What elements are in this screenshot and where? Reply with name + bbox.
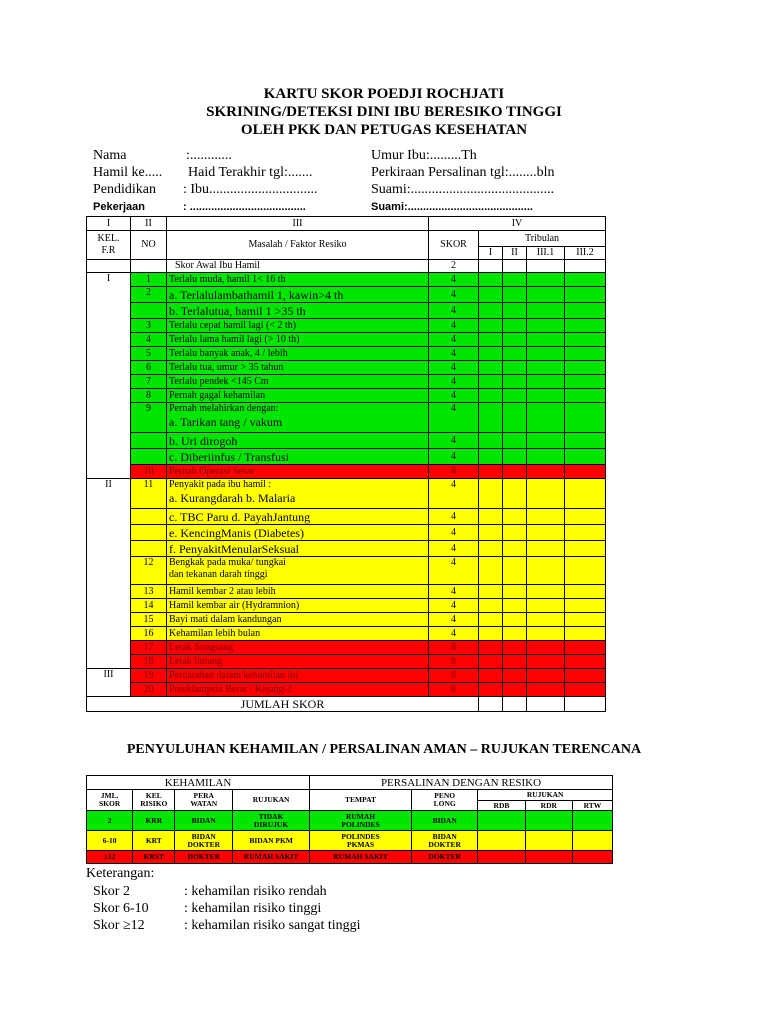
tribulan-cell[interactable]	[503, 319, 527, 333]
rdb-header: RDB	[478, 801, 525, 811]
tribulan-cell[interactable]	[565, 403, 606, 433]
row-text: b. Terlalutua, hamil 1 >35 th	[167, 303, 429, 319]
row-text: Penyakit pada ibu hamil :	[169, 479, 272, 490]
row-no: 8	[131, 389, 167, 403]
jml-cell: 2	[87, 811, 133, 831]
haid-terakhir-field: Haid Terakhir tgl:.......	[188, 165, 313, 180]
row-text: Hamil kembar air (Hydramnion)	[167, 599, 429, 613]
tribulan-cell[interactable]	[527, 683, 565, 697]
keterangan-key: Skor 6-10	[93, 901, 149, 916]
tribulan-cell[interactable]	[527, 303, 565, 319]
tribulan-cell[interactable]	[503, 433, 527, 449]
tempat-cell: RUMAH SAKIT	[310, 851, 412, 864]
row-text: Perdarahan dalam kehamilan ini	[167, 669, 429, 683]
perawatan-cell: BIDAN	[175, 811, 233, 831]
kehamilan-header: KEHAMILAN	[87, 776, 310, 790]
keterangan-value: : kehamilan risiko tinggi	[184, 901, 322, 916]
rdr-cell[interactable]	[525, 851, 572, 864]
tribulan-cell[interactable]	[527, 655, 565, 669]
tribulan-cell[interactable]	[527, 479, 565, 509]
row-text: Terlalu pendek <145 Cm	[167, 375, 429, 389]
tribulan-cell[interactable]	[503, 465, 527, 479]
jumlah-cell[interactable]	[565, 697, 606, 712]
perawatan-header: PERA WATAN	[175, 790, 233, 811]
jml-cell: ≥12	[87, 851, 133, 864]
perkiraan-persalinan-field: Perkiraan Persalinan tgl:........bln	[371, 165, 555, 180]
row-no: 18	[131, 655, 167, 669]
row-text: Hamil kembar 2 atau lebih	[167, 585, 429, 599]
row-text: Pernah Operasi Sesar	[167, 465, 429, 479]
row-text: c. Diberiinfus / Transfusi	[167, 449, 429, 465]
tribulan-cell[interactable]	[503, 525, 527, 541]
row-text: Kehamilan lebih bulan	[167, 627, 429, 641]
rdr-cell[interactable]	[525, 811, 572, 831]
jumlah-skor-label: JUMLAH SKOR	[87, 697, 479, 712]
row-skor: 4	[429, 509, 479, 525]
tribulan-cell[interactable]	[527, 347, 565, 361]
row-subtext: a. Kurangdarah b. Malaria	[169, 491, 296, 505]
kel-fr-header: KEL. F.R	[87, 231, 131, 260]
row-skor: 4	[429, 303, 479, 319]
row-no: 5	[131, 347, 167, 361]
group-iii-label: III	[87, 669, 131, 697]
tribulan-cell[interactable]	[527, 613, 565, 627]
row-no: 9	[131, 403, 167, 433]
row-text: e. KencingManis (Diabetes)	[167, 525, 429, 541]
penolong-cell: DOKTER	[412, 851, 478, 864]
row-skor: 4	[429, 361, 479, 375]
rdr-cell[interactable]	[525, 831, 572, 851]
row-skor: 4	[429, 599, 479, 613]
tribulan-cell[interactable]	[565, 287, 606, 303]
keterangan-key: Skor 2	[93, 884, 130, 899]
tribulan-cell[interactable]	[479, 347, 503, 361]
row-text: Preeklampsia Berat / Kejang-2	[167, 683, 429, 697]
jml-cell: 6-10	[87, 831, 133, 851]
rujukan-cell: RUMAH SAKIT	[233, 851, 310, 864]
skor-awal-label: Skor Awal Ibu Hamil	[167, 260, 429, 273]
tribulan-cell[interactable]	[527, 287, 565, 303]
umur-ibu-field: Umur Ibu:.........Th	[371, 148, 477, 163]
section-2-title: PENYULUHAN KEHAMILAN / PERSALINAN AMAN – RUJUKAN TERENCANA	[126, 742, 642, 757]
col-roman-ii: II	[131, 217, 167, 231]
tribulan-cell[interactable]	[565, 433, 606, 449]
skor-awal-value: 2	[429, 260, 479, 273]
tribulan-cell[interactable]	[565, 361, 606, 375]
tribulan-cell[interactable]	[503, 599, 527, 613]
tribulan-cell[interactable]	[479, 333, 503, 347]
row-no: 10	[131, 465, 167, 479]
row-skor: 4	[429, 613, 479, 627]
jumlah-cell[interactable]	[527, 697, 565, 712]
masalah-header: Masalah / Faktor Resiko	[167, 231, 429, 260]
keterangan-label: Keterangan:	[86, 866, 155, 881]
rujukan-cell: BIDAN PKM	[233, 831, 310, 851]
tribulan-cell[interactable]	[479, 449, 503, 465]
tribulan-cell[interactable]	[527, 375, 565, 389]
tribulan-cell[interactable]	[479, 627, 503, 641]
col-roman-i: I	[87, 217, 131, 231]
tribulan-col-i: I	[479, 247, 503, 260]
jml-skor-header: JML. SKOR	[87, 790, 133, 811]
hamil-ke-field: Hamil ke.....	[93, 165, 163, 180]
tribulan-cell[interactable]	[479, 375, 503, 389]
row-skor: 8	[429, 641, 479, 655]
tribulan-cell[interactable]	[479, 585, 503, 599]
tribulan-cell[interactable]	[565, 389, 606, 403]
score-table	[86, 216, 606, 712]
tribulan-cell[interactable]	[565, 525, 606, 541]
row-text: Pernah melahirkan dengan:	[169, 403, 279, 414]
tribulan-cell[interactable]	[527, 273, 565, 287]
jumlah-cell[interactable]	[503, 697, 527, 712]
perawatan-cell: BIDAN DOKTER	[175, 831, 233, 851]
row-subtext: a. Tarikan tang / vakum	[169, 415, 283, 429]
row-skor: 8	[429, 655, 479, 669]
tribulan-cell[interactable]	[479, 557, 503, 585]
tribulan-cell[interactable]	[503, 375, 527, 389]
pekerjaan-suami-field: Suami:.........................................	[371, 201, 533, 213]
tribulan-cell[interactable]	[503, 557, 527, 585]
group-i-label: I	[87, 273, 131, 479]
tribulan-cell[interactable]	[503, 449, 527, 465]
row-no: 15	[131, 613, 167, 627]
tribulan-cell[interactable]	[503, 389, 527, 403]
pekerjaan-ibu-field: : ......................................	[183, 201, 306, 213]
tribulan-cell[interactable]	[565, 541, 606, 557]
tribulan-cell[interactable]	[565, 465, 606, 479]
tribulan-cell[interactable]	[527, 599, 565, 613]
rujukan-header: RUJUKAN	[233, 790, 310, 811]
col-roman-iv: IV	[429, 217, 606, 231]
rtw-cell[interactable]	[572, 811, 612, 831]
tribulan-cell[interactable]	[479, 599, 503, 613]
row-text: c. TBC Paru d. PayahJantung	[167, 509, 429, 525]
tribulan-cell[interactable]	[565, 479, 606, 509]
row-skor: 4	[429, 627, 479, 641]
tribulan-header: Tribulan	[479, 231, 606, 247]
tribulan-cell[interactable]	[565, 273, 606, 287]
row-text: Bayi mati dalam kandungan	[167, 613, 429, 627]
col-roman-iii: III	[167, 217, 429, 231]
row-skor: 8	[429, 683, 479, 697]
tribulan-cell[interactable]	[479, 669, 503, 683]
penolong-cell: BIDAN DOKTER	[412, 831, 478, 851]
tribulan-cell[interactable]	[527, 557, 565, 585]
tribulan-cell[interactable]	[565, 303, 606, 319]
rujukan-group-header: RUJUKAN	[478, 790, 613, 801]
rdb-cell[interactable]	[478, 851, 525, 864]
tribulan-cell[interactable]	[479, 641, 503, 655]
pekerjaan-label: Pekerjaan	[93, 201, 145, 213]
row-no: 19	[131, 669, 167, 683]
pendidikan-ibu-field: : Ibu...............................	[183, 182, 318, 197]
rdr-header: RDR	[525, 801, 572, 811]
row-text: Terlalu muda, hamil 1< 16 th	[167, 273, 429, 287]
tribulan-cell[interactable]	[503, 683, 527, 697]
row-no: 12	[131, 557, 167, 585]
perawatan-cell: DOKTER	[175, 851, 233, 864]
tribulan-cell[interactable]	[565, 655, 606, 669]
row-skor: 4	[429, 585, 479, 599]
tribulan-cell[interactable]	[503, 333, 527, 347]
tribulan-cell[interactable]	[479, 613, 503, 627]
tribulan-cell[interactable]	[565, 641, 606, 655]
kel-cell: KRR	[133, 811, 175, 831]
tribulan-cell[interactable]	[527, 389, 565, 403]
kel-risiko-header: KEL RISIKO	[133, 790, 175, 811]
row-skor: 4	[429, 375, 479, 389]
tribulan-cell[interactable]	[527, 641, 565, 655]
tribulan-cell[interactable]	[527, 403, 565, 433]
persalinan-header: PERSALINAN DENGAN RESIKO	[310, 776, 613, 790]
tribulan-cell[interactable]	[479, 287, 503, 303]
row-text: Terlalu tua, umur > 35 tahun	[167, 361, 429, 375]
tribulan-cell[interactable]	[479, 525, 503, 541]
row-text: Bengkak pada muka/ tungkai	[169, 557, 286, 568]
tribulan-cell[interactable]	[565, 669, 606, 683]
title-line-1: KARTU SKOR POEDJI ROCHJATI	[263, 86, 505, 102]
tribulan-cell[interactable]	[527, 465, 565, 479]
rdb-cell[interactable]	[478, 831, 525, 851]
keterangan-value: : kehamilan risiko sangat tinggi	[184, 918, 361, 933]
tribulan-col-iii2: III.2	[565, 247, 606, 260]
tribulan-cell[interactable]	[527, 669, 565, 683]
row-skor: 4	[429, 479, 479, 509]
row-skor: 4	[429, 449, 479, 465]
referral-table	[86, 775, 613, 864]
tribulan-cell[interactable]	[527, 319, 565, 333]
row-skor: 4	[429, 389, 479, 403]
tribulan-cell[interactable]	[503, 585, 527, 599]
row-skor: 4	[429, 525, 479, 541]
rdb-cell[interactable]	[478, 811, 525, 831]
row-skor: 4	[429, 541, 479, 557]
rtw-cell[interactable]	[572, 851, 612, 864]
kel-cell: KRT	[133, 831, 175, 851]
keterangan-key: Skor ≥12	[93, 918, 145, 933]
row-skor: 4	[429, 287, 479, 303]
rujukan-cell: TIDAK DIRUJUK	[233, 811, 310, 831]
tribulan-cell[interactable]	[479, 303, 503, 319]
title-line-2: SKRINING/DETEKSI DINI IBU BERESIKO TINGGI	[206, 104, 562, 120]
tribulan-cell[interactable]	[565, 319, 606, 333]
tribulan-cell[interactable]	[503, 641, 527, 655]
tribulan-col-iii1: III.1	[527, 247, 565, 260]
row-no: 2	[131, 287, 167, 303]
tribulan-col-ii: II	[503, 247, 527, 260]
row-subtext: dan tekanan darah tinggi	[169, 569, 268, 580]
rtw-header: RTW	[572, 801, 612, 811]
row-skor: 4	[429, 273, 479, 287]
tribulan-cell[interactable]	[503, 613, 527, 627]
row-no: 17	[131, 641, 167, 655]
tribulan-cell[interactable]	[503, 361, 527, 375]
tribulan-cell[interactable]	[503, 627, 527, 641]
tribulan-cell[interactable]	[527, 433, 565, 449]
row-text: Terlalu lama hamil lagi (> 10 th)	[167, 333, 429, 347]
tribulan-cell[interactable]	[503, 287, 527, 303]
tempat-cell: RUMAH POLINDES	[310, 811, 412, 831]
tribulan-cell[interactable]	[565, 683, 606, 697]
tempat-header: TEMPAT	[310, 790, 412, 811]
tribulan-cell[interactable]	[479, 319, 503, 333]
tribulan-cell[interactable]	[565, 509, 606, 525]
tribulan-cell[interactable]	[565, 333, 606, 347]
row-text: f. PenyakitMenularSeksual	[167, 541, 429, 557]
nama-field: :............	[186, 148, 232, 163]
tribulan-cell[interactable]	[565, 599, 606, 613]
tribulan-cell[interactable]	[565, 347, 606, 361]
penolong-header: PENO LONG	[412, 790, 478, 811]
row-no: 7	[131, 375, 167, 389]
title-line-3: OLEH PKK DAN PETUGAS KESEHATAN	[240, 122, 528, 138]
row-text: Terlalu banyak anak, 4 / lebih	[167, 347, 429, 361]
tribulan-cell[interactable]	[527, 585, 565, 599]
row-skor: 8	[429, 465, 479, 479]
skor-header: SKOR	[429, 231, 479, 260]
row-text: Pernah gagal kehamilan	[167, 389, 429, 403]
row-skor: 8	[429, 669, 479, 683]
tribulan-cell[interactable]	[503, 541, 527, 557]
tribulan-cell[interactable]	[565, 449, 606, 465]
tribulan-cell[interactable]	[479, 683, 503, 697]
row-skor: 4	[429, 333, 479, 347]
tribulan-cell[interactable]	[503, 347, 527, 361]
row-no: 4	[131, 333, 167, 347]
tribulan-cell[interactable]	[479, 433, 503, 449]
tribulan-cell[interactable]	[503, 655, 527, 669]
tribulan-cell[interactable]	[479, 361, 503, 375]
tribulan-cell[interactable]	[527, 509, 565, 525]
tribulan-cell[interactable]	[503, 303, 527, 319]
tribulan-cell[interactable]	[527, 541, 565, 557]
tribulan-cell[interactable]	[527, 449, 565, 465]
tribulan-cell[interactable]	[503, 509, 527, 525]
group-ii-label: II	[87, 479, 131, 669]
pendidikan-label: Pendidikan	[93, 182, 156, 197]
row-no: 16	[131, 627, 167, 641]
row-text: a. Terlalulambathamil 1, kawin>4 th	[167, 287, 429, 303]
tribulan-cell[interactable]	[565, 585, 606, 599]
tribulan-cell[interactable]	[479, 509, 503, 525]
row-skor: 4	[429, 319, 479, 333]
pendidikan-suami-field: Suami:.........................................	[371, 182, 555, 197]
row-text: Letak lintang	[167, 655, 429, 669]
row-skor: 4	[429, 347, 479, 361]
row-no: 11	[131, 479, 167, 509]
tribulan-cell[interactable]	[479, 403, 503, 433]
row-skor: 4	[429, 433, 479, 449]
tribulan-cell[interactable]	[527, 627, 565, 641]
row-skor: 4	[429, 403, 479, 433]
tribulan-cell[interactable]	[527, 361, 565, 375]
tribulan-cell[interactable]	[565, 375, 606, 389]
rtw-cell[interactable]	[572, 831, 612, 851]
tribulan-cell[interactable]	[479, 465, 503, 479]
tribulan-cell[interactable]	[565, 557, 606, 585]
row-no: 6	[131, 361, 167, 375]
row-text: Terlalu cepat hamil lagi (< 2 th)	[167, 319, 429, 333]
tribulan-cell[interactable]	[503, 403, 527, 433]
row-no: 13	[131, 585, 167, 599]
tribulan-cell[interactable]	[479, 479, 503, 509]
tribulan-cell[interactable]	[527, 525, 565, 541]
tribulan-cell[interactable]	[565, 627, 606, 641]
kel-cell: KRST	[133, 851, 175, 864]
row-text: b. Uri dirogoh	[167, 433, 429, 449]
tribulan-cell[interactable]	[503, 669, 527, 683]
jumlah-cell[interactable]	[479, 697, 503, 712]
tribulan-cell[interactable]	[479, 655, 503, 669]
row-no: 14	[131, 599, 167, 613]
tempat-cell: POLINDES PKMAS	[310, 831, 412, 851]
penolong-cell: BIDAN	[412, 811, 478, 831]
tribulan-cell[interactable]	[503, 479, 527, 509]
row-no: 20	[131, 683, 167, 697]
row-no: 3	[131, 319, 167, 333]
tribulan-cell[interactable]	[565, 613, 606, 627]
tribulan-cell[interactable]	[479, 541, 503, 557]
row-no: 1	[131, 273, 167, 287]
row-text: Letak Sungsang	[167, 641, 429, 655]
tribulan-cell[interactable]	[503, 273, 527, 287]
row-skor: 4	[429, 557, 479, 585]
keterangan-value: : kehamilan risiko rendah	[184, 884, 327, 899]
tribulan-cell[interactable]	[479, 389, 503, 403]
nama-label: Nama	[93, 148, 127, 163]
tribulan-cell[interactable]	[479, 273, 503, 287]
tribulan-cell[interactable]	[527, 333, 565, 347]
no-header: NO	[131, 231, 167, 260]
